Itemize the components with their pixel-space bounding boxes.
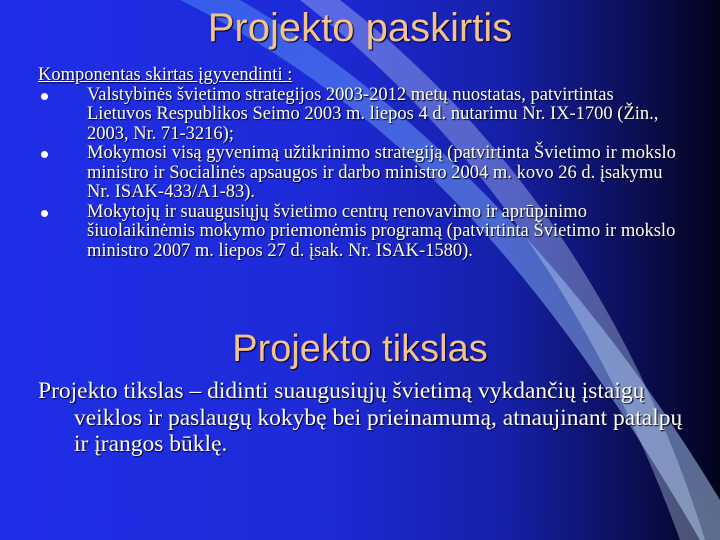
list-item bbox=[38, 86, 678, 145]
list-item bbox=[38, 144, 678, 203]
list-item bbox=[38, 203, 678, 262]
bullet-icon bbox=[41, 151, 48, 158]
bullet-icon bbox=[41, 93, 48, 100]
goal-text: Projekto tikslas – didinti suaugusiųjų švietimą vykdančių įstaigų veiklos ir paslaugų kokybę bei prieinamumą, atnaujinant patalpų ir įrangos būklę. bbox=[38, 378, 683, 457]
components-heading: Komponentas skirtas įgyvendinti : bbox=[38, 65, 293, 85]
slide-title: Projekto paskirtis bbox=[207, 6, 513, 50]
list-item-text: Mokymosi visą gyvenimą užtikrinimo strategiją (patvirtinta Švietimo ir mokslo ministro ir Socialinės apsaugos ir darbo ministro 2004 m. kovo 26 d. įsakymu Nr. ISAK-433/A1-83). bbox=[87, 143, 676, 202]
components-section bbox=[38, 66, 678, 261]
goal-title: Projekto tikslas bbox=[232, 328, 488, 370]
bullet-icon bbox=[41, 210, 48, 217]
list-item-text: Mokytojų ir suaugusiųjų švietimo centrų renovavimo ir aprūpinimo šiuolaikinėmis mokymo priemonėmis programą (patvirtinta Švietimo ir mokslo ministro 2007 m. liepos 27 d. įsak. Nr. ISAK-1580). bbox=[87, 201, 676, 261]
list-item-text: Valstybinės švietimo strategijos 2003-2012 metų nuostatas, patvirtintas Lietuvos Respublikos Seimo 2003 m. liepos 4 d. nutarimu Nr. IX-1700 (Žin., 2003, Nr. 71-3216); bbox=[87, 84, 659, 144]
